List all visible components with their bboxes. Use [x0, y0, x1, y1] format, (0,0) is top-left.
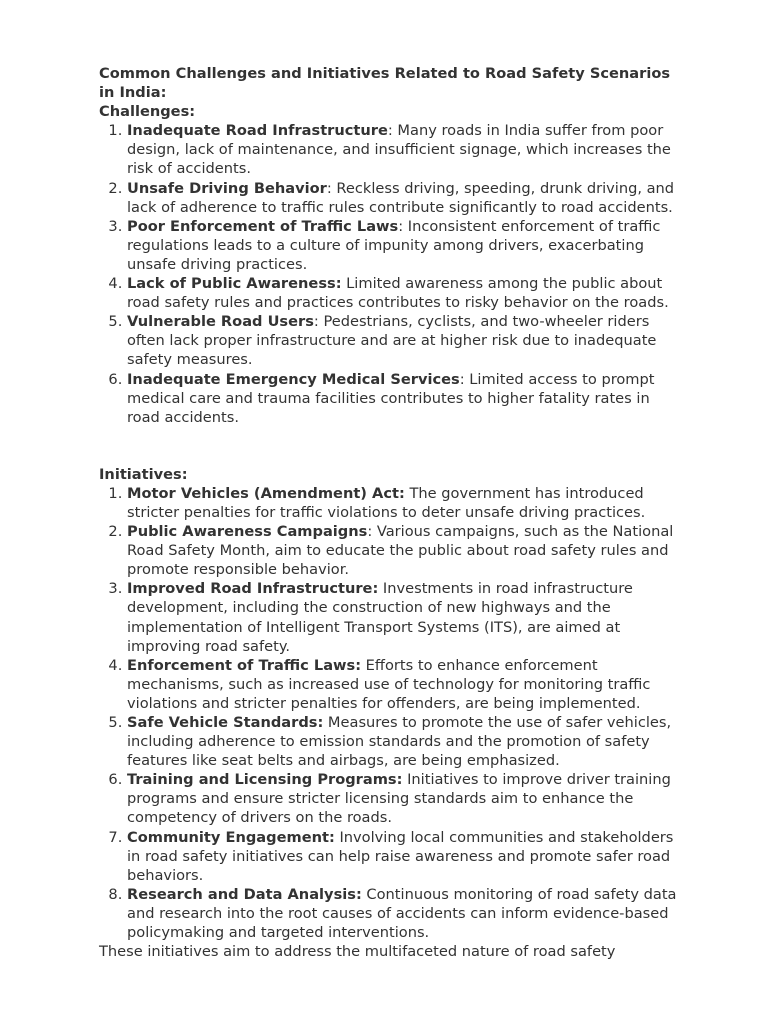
item-text: : Many roads in India suffer from poor design, lack of maintenance, and insufficient signage, which increases the risk of accidents. — [127, 122, 671, 178]
initiative-item — [127, 484, 679, 522]
item-text: The government has introduced stricter penalties for traffic violations to deter unsafe driving practices. — [127, 484, 646, 521]
initiatives-heading: Initiatives: — [99, 465, 188, 483]
section-spacer — [99, 427, 679, 465]
item-text: Continuous monitoring of road safety data and research into the root causes of accidents can inform evidence-based policymaking and targeted interventions. — [127, 885, 677, 942]
challenge-item — [127, 274, 679, 312]
item-text: Investments in road infrastructure development, including the construction of new highways and the implementation of Intelligent Transport Systems (ITS), are aimed at improving road safety. — [127, 580, 633, 655]
item-lead: Inadequate Emergency Medical Services — [127, 370, 460, 388]
challenge-item — [127, 217, 679, 274]
item-lead: Training and Licensing Programs: — [127, 771, 403, 789]
item-text: : Limited access to prompt medical care and trauma facilities contributes to higher fatality rates in road accidents. — [127, 370, 655, 426]
item-lead: Vulnerable Road Users — [127, 313, 314, 331]
item-text: Involving local communities and stakeholders in road safety initiatives can help raise awareness and promote safer road behaviors. — [127, 828, 674, 884]
item-text: Limited awareness among the public about road safety rules and practices contributes to risky behavior on the roads. — [127, 275, 669, 312]
initiatives-list — [99, 484, 679, 942]
challenge-item — [127, 179, 679, 217]
initiative-item — [127, 885, 679, 942]
item-lead: Community Engagement: — [127, 828, 335, 846]
initiative-item — [127, 713, 679, 770]
item-lead: Unsafe Driving Behavior — [127, 179, 327, 197]
item-text: : Pedestrians, cyclists, and two-wheeler riders often lack proper infrastructure and are at higher risk due to inadequate safety measures. — [127, 313, 657, 369]
challenges-heading: Challenges: — [99, 103, 196, 121]
item-text: : Reckless driving, speeding, drunk driving, and lack of adherence to traffic rules contribute significantly to road accidents. — [127, 179, 675, 216]
item-lead: Lack of Public Awareness: — [127, 275, 342, 293]
item-text: Initiatives to improve driver training programs and ensure stricter licensing standards aim to enhance the competency of drivers on the roads. — [127, 771, 671, 827]
item-lead: Safe Vehicle Standards: — [127, 714, 324, 731]
item-lead: Public Awareness Campaigns — [127, 523, 368, 541]
challenge-item — [127, 370, 679, 427]
item-text: Efforts to enhance enforcement mechanisms, such as increased use of technology for monitoring traffic violations and stricter penalties for offenders, are being implemented. — [127, 656, 651, 712]
item-lead: Enforcement of Traffic Laws: — [127, 656, 362, 674]
document-title: Common Challenges and Initiatives Related to Road Safety Scenarios in India: — [99, 65, 671, 102]
initiative-item — [127, 828, 679, 885]
closing-paragraph: These initiatives aim to address the multifaceted nature of road safety — [99, 943, 616, 961]
challenge-item — [127, 121, 679, 178]
item-text: Measures to promote the use of safer vehicles, including adherence to emission standards and the promotion of safety features like seat belts and airbags, are being emphasized. — [127, 714, 672, 770]
item-lead: Inadequate Road Infrastructure — [127, 122, 388, 140]
initiative-item — [127, 770, 679, 827]
item-lead: Improved Road Infrastructure: — [127, 580, 379, 598]
challenge-item — [127, 312, 679, 369]
item-text: : Inconsistent enforcement of traffic regulations leads to a culture of impunity among drivers, exacerbating unsafe driving practices. — [127, 217, 661, 273]
challenges-list — [99, 121, 679, 427]
initiative-item — [127, 579, 679, 655]
initiative-item — [127, 656, 679, 713]
item-text: : Various campaigns, such as the National Road Safety Month, aim to educate the public about road safety rules and promote responsible behavior. — [127, 523, 674, 579]
document-page — [99, 64, 679, 961]
item-lead: Poor Enforcement of Traffic Laws — [127, 217, 399, 235]
item-lead: Research and Data Analysis: — [127, 885, 362, 903]
item-lead: Motor Vehicles (Amendment) Act: — [127, 484, 405, 502]
initiative-item — [127, 522, 679, 579]
